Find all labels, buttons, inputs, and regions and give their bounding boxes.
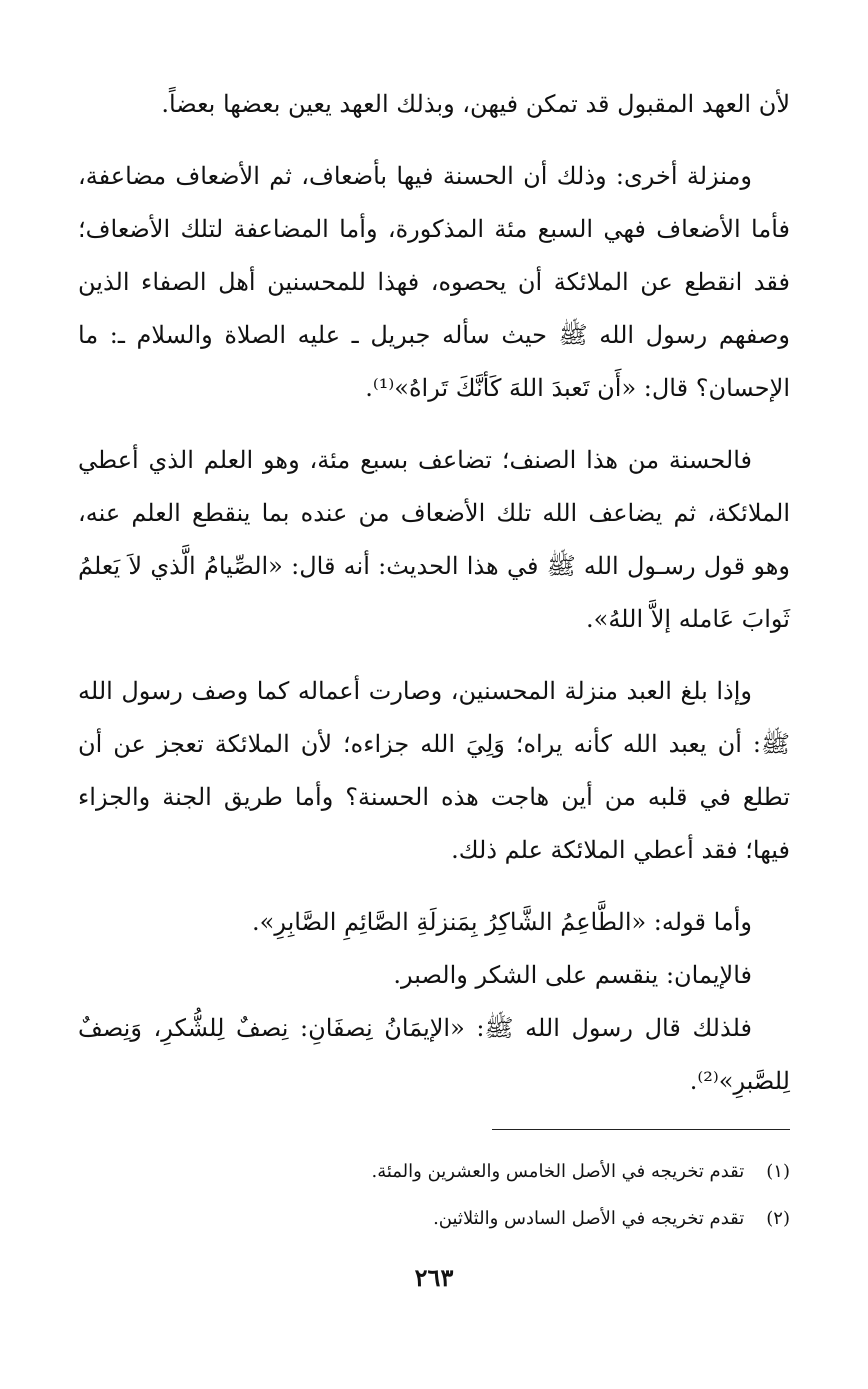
main-text bbox=[78, 78, 790, 1108]
footnote-1 bbox=[78, 1148, 790, 1195]
footnote-divider bbox=[492, 1129, 790, 1130]
footnotes bbox=[78, 1148, 790, 1242]
paragraph-4: وإذا بلغ العبد منزلة المحسنين، وصارت أعماله كما وصف رسول الله ﷺ: أن يعبد الله كأنه يراه؛ وَلِيَ الله جزاءه؛ لأن الملائكة تعجز عن أن تطلع في قلبه من أين هاجت هذه الحسنة؟ وأما طريق الجنة والجزاء فيها؛ فقد أعطي الملائكة علم ذلك. bbox=[78, 677, 790, 864]
footnote-2 bbox=[78, 1195, 790, 1242]
footnote-2-text: تقدم تخريجه في الأصل السادس والثلاثين. bbox=[433, 1208, 745, 1229]
page-number: ٢٦٣ bbox=[414, 1263, 454, 1292]
footnote-1-text: تقدم تخريجه في الأصل الخامس والعشرين والمئة. bbox=[371, 1161, 745, 1182]
paragraph-5: وأما قوله: «الطَّاعِمُ الشَّاكِرُ بِمَنزلَةِ الصَّائِمِ الصَّابِرِ». bbox=[252, 908, 752, 936]
footnote-2-number: (٢) bbox=[766, 1208, 790, 1229]
paragraph-1: لأن العهد المقبول قد تمكن فيهن، وبذلك العهد يعين بعضها بعضاً. bbox=[161, 90, 790, 118]
paragraph-2: ومنزلة أخرى: وذلك أن الحسنة فيها بأضعاف، ثم الأضعاف مضاعفة، فأما الأضعاف فهي السبع مئة المذكورة، وأما المضاعفة لتلك الأضعاف؛ فقد انقطع عن الملائكة أن يحصوه، فهذا للمحسنين أهل الصفاء الذين وصفهم رسول الله ﷺ حيث سأله جبريل ـ عليه الصلاة والسلام ـ: ما الإحسان؟ قال: «أَن تَعبدَ اللهَ كَأنَّكَ تَراهُ»⁽¹⁾. bbox=[78, 162, 790, 402]
paragraph-7: فلذلك قال رسول الله ﷺ: «الإيمَانُ نِصفَانِ: نِصفٌ لِلشُّكرِ، وَنِصفٌ لِلصَّبرِ»⁽²⁾. bbox=[78, 1014, 790, 1095]
paragraph-3: فالحسنة من هذا الصنف؛ تضاعف بسبع مئة، وهو العلم الذي أعطي الملائكة، ثم يضاعف الله تلك الأضعاف من عنده بما ينقطع العلم عنه، وهو قول رسـول الله ﷺ في هذا الحديث: أنه قال: «الصِّيامُ الَّذي لاَ يَعلمُ ثَوابَ عَامله إلاَّ اللهُ». bbox=[78, 446, 791, 633]
footnote-1-number: (١) bbox=[766, 1161, 790, 1182]
paragraph-6: فالإيمان: ينقسم على الشكر والصبر. bbox=[393, 961, 752, 989]
